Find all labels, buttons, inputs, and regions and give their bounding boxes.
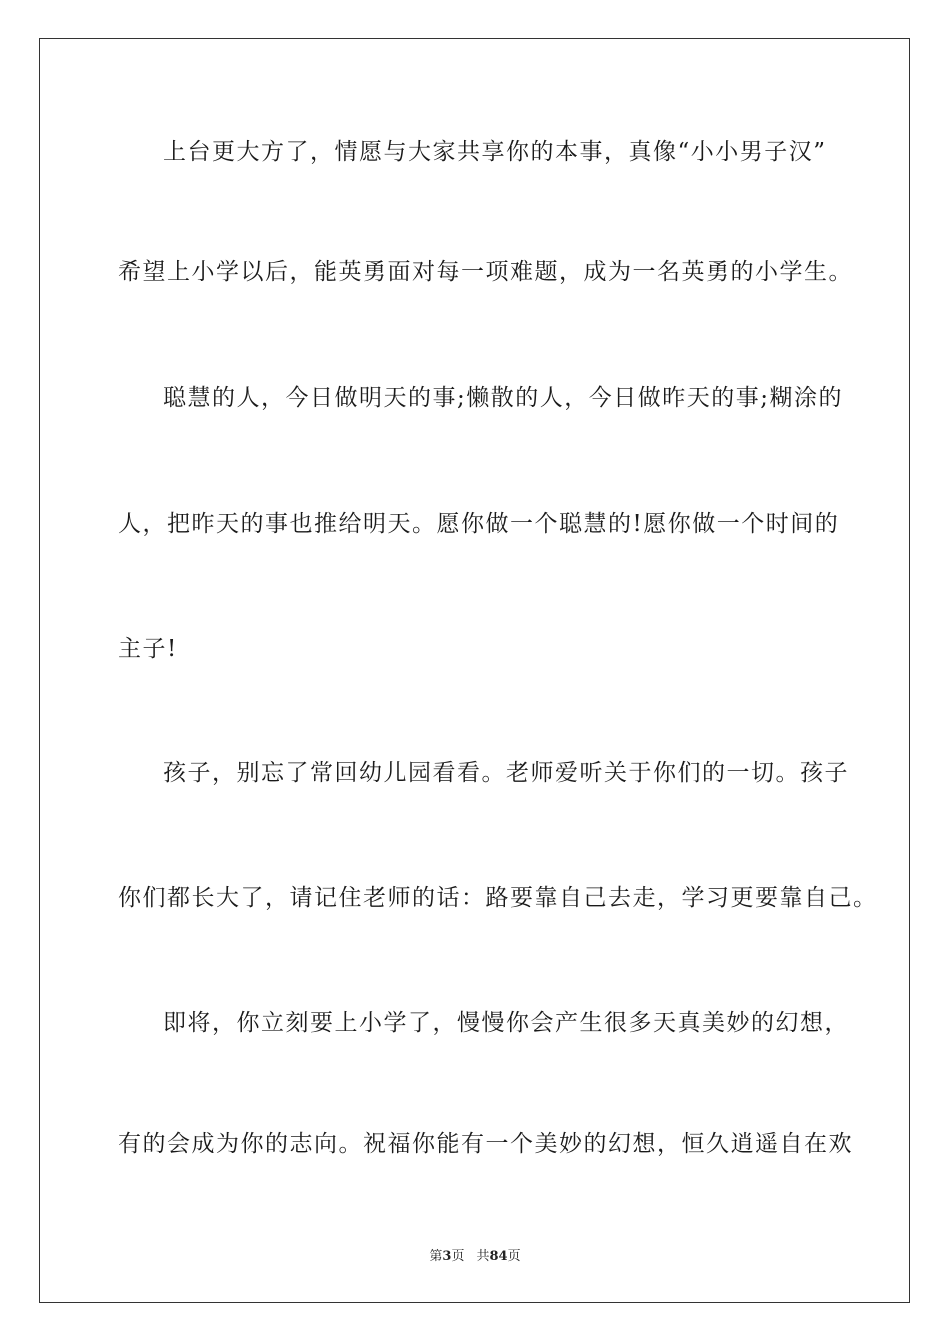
paragraph-line: 你们都长大了，请记住老师的话：路要靠自己去走，学习更要靠自己。 xyxy=(118,885,878,911)
paragraph-line: 人，把昨天的事也推给明天。愿你做一个聪慧的!愿你做一个时间的 xyxy=(118,511,840,537)
total-label-prefix: 共 xyxy=(476,1249,490,1264)
page-label-suffix: 页 xyxy=(451,1249,465,1264)
page-footer xyxy=(0,1249,950,1265)
paragraph-line: 孩子，别忘了常回幼儿园看看。老师爱听关于你们的一切。孩子 xyxy=(163,760,849,786)
total-pages: 84 xyxy=(489,1249,508,1264)
page-number: 3 xyxy=(442,1249,452,1264)
paragraph-line: 主子! xyxy=(118,636,178,662)
paragraph-line: 上台更大方了，情愿与大家共享你的本事，真像“小小男子汉” xyxy=(163,139,827,165)
paragraph-line: 有的会成为你的志向。祝福你能有一个美妙的幻想，恒久逍遥自在欢 xyxy=(118,1131,853,1157)
paragraph-line: 即将，你立刻要上小学了，慢慢你会产生很多天真美妙的幻想， xyxy=(163,1010,849,1036)
page-border xyxy=(39,38,910,1303)
paragraph-line: 希望上小学以后，能英勇面对每一项难题，成为一名英勇的小学生。 xyxy=(118,259,853,285)
page-label-prefix: 第 xyxy=(429,1249,443,1264)
total-label-suffix: 页 xyxy=(507,1249,521,1264)
paragraph-line: 聪慧的人，今日做明天的事;懒散的人，今日做昨天的事;糊涂的 xyxy=(163,385,843,411)
